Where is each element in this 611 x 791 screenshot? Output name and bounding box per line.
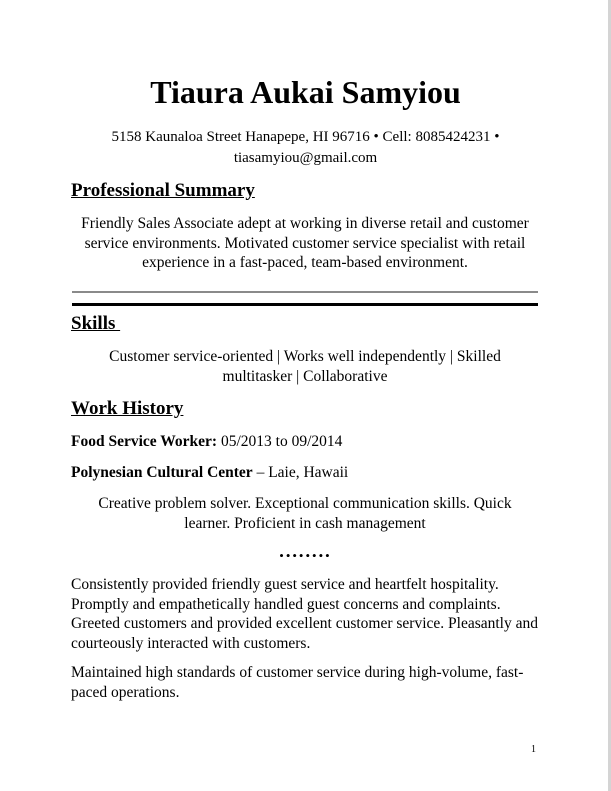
page-number: 1 (531, 744, 536, 755)
employer-location: – Laie, Hawaii (252, 464, 349, 481)
resume-name: Tiaura Aukai Samyiou (150, 74, 461, 110)
job-title: Food Service Worker: (71, 433, 218, 450)
job-duties-paragraph-2: Maintained high standards of customer service during high-volume, fast-paced operations. (71, 664, 524, 701)
section-divider-thin (72, 291, 538, 293)
job-duties-paragraph-1: Consistently provided friendly guest service and heartfelt hospitality. Promptly and empathetically handled guest concerns and complaints. Greeted customers and provided excellent customer service. Pleasantly and courteously interacted with customers. (71, 576, 538, 652)
job-dates: 05/2013 to 09/2014 (217, 433, 343, 450)
professional-summary-heading: Professional Summary (71, 180, 255, 201)
job-title-line (71, 432, 342, 451)
bullet-separator: •••••••• (279, 548, 332, 563)
contact-email: tiasamyiou@gmail.com (233, 150, 378, 166)
contact-address-line: 5158 Kaunaloa Street Hanapepe, HI 96716 • Cell: 8085424231 • (111, 129, 500, 145)
employer-name: Polynesian Cultural Center (71, 464, 253, 481)
professional-summary-text: Friendly Sales Associate adept at working in diverse retail and customer service environments. Motivated customer service specialist with retail experience in a fast-paced, team-based environment. (81, 215, 529, 271)
job-strengths-text: Creative problem solver. Exceptional communication skills. Quick learner. Proficient in cash management (98, 495, 512, 532)
work-history-heading: Work History (71, 398, 184, 419)
skills-text: Customer service-oriented | Works well independently | Skilled multitasker | Collaborative (109, 348, 501, 385)
contact-info (96, 127, 515, 169)
employer-line (71, 463, 348, 482)
skills-heading: Skills (71, 313, 121, 334)
section-divider-thick (72, 303, 538, 306)
